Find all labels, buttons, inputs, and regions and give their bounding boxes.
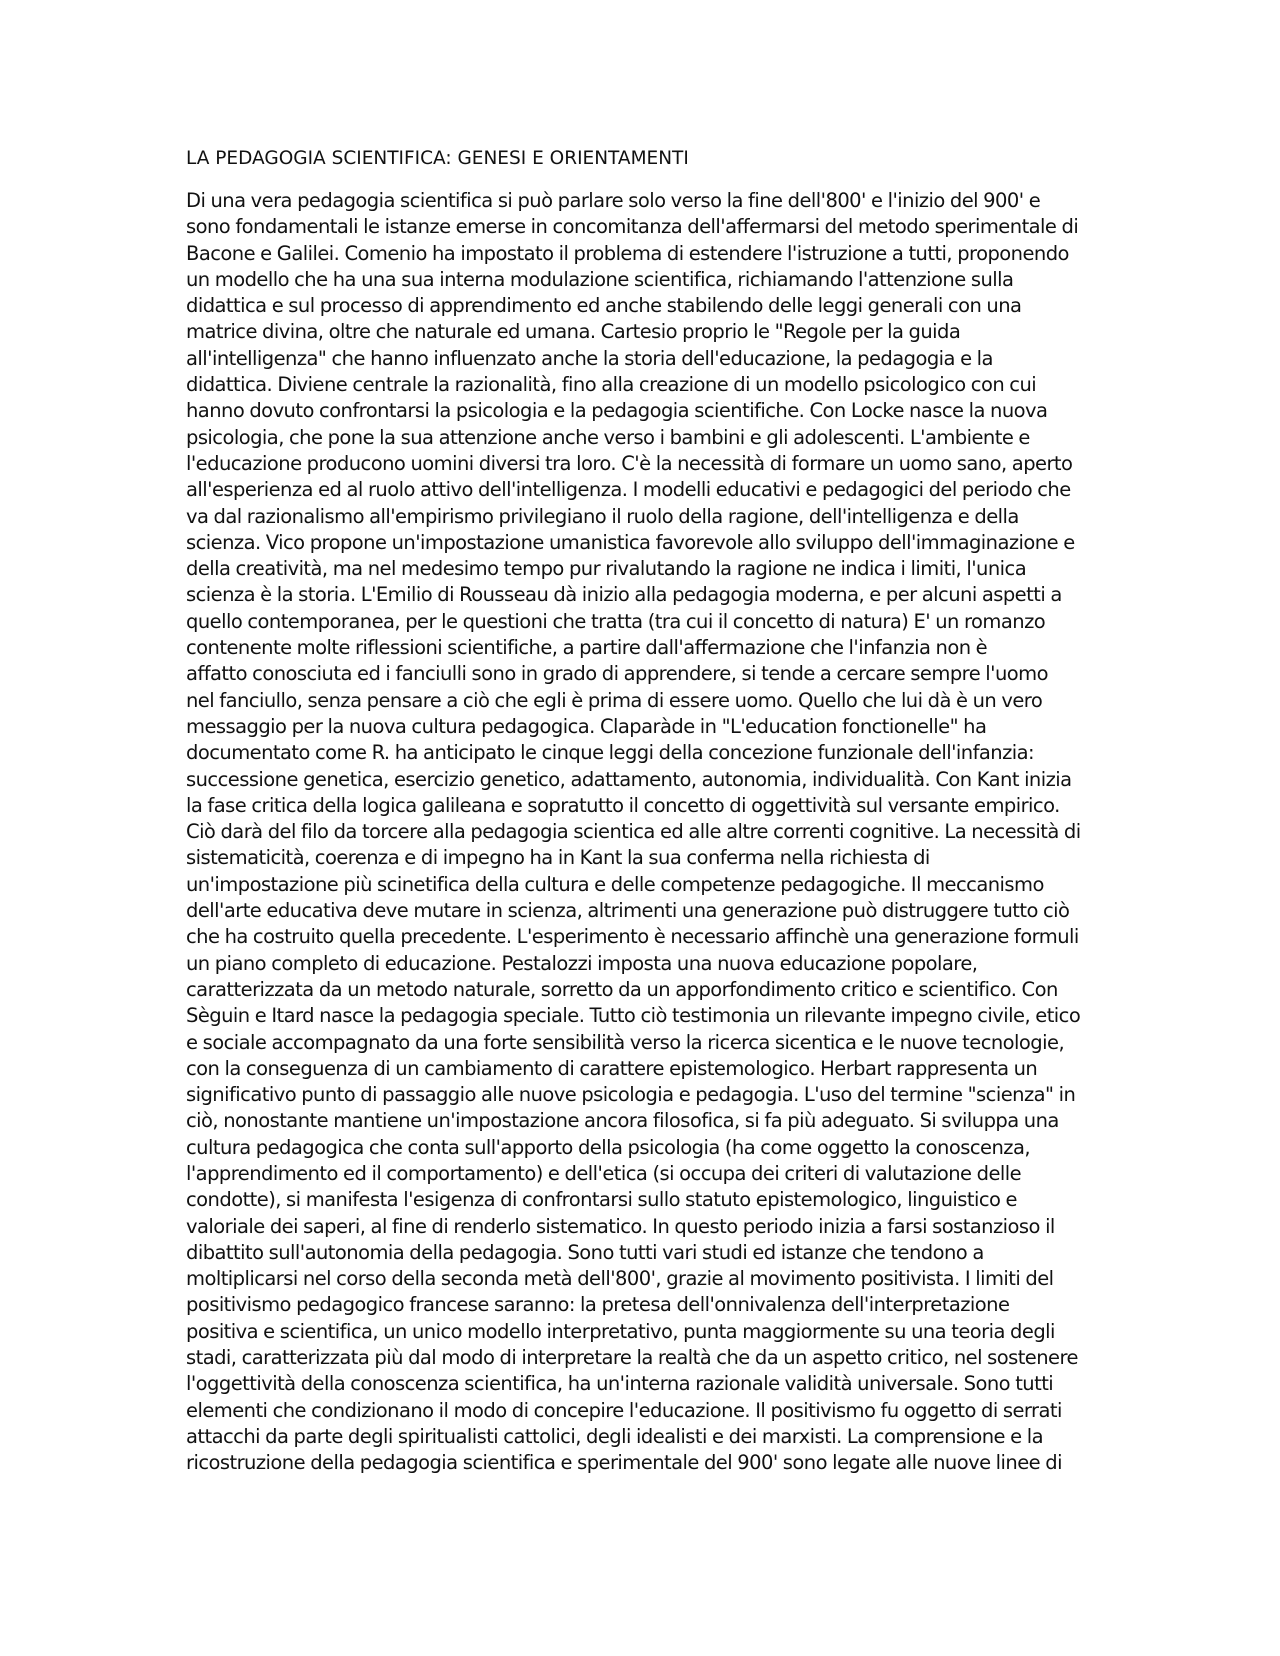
body-text-line: che ha costruito quella precedente. L'esperimento è necessario affinchè una generazione formuli — [186, 925, 1079, 949]
body-text-line: l'oggettività della conoscenza scientifica, ha un'interna razionale validità universale. Sono tutti — [186, 1372, 1054, 1396]
body-text-line: moltiplicarsi nel corso della seconda metà dell'800', grazie al movimento positivista. I limiti del — [186, 1267, 1054, 1291]
body-text-line: all'esperienza ed al ruolo attivo dell'intelligenza. I modelli educativi e pedagogici del periodo che — [186, 478, 1071, 502]
body-text-line: Di una vera pedagogia scientifica si può parlare solo verso la fine dell'800' e l'inizio del 900' e — [186, 189, 1041, 212]
body-text-line: dibattito sull'autonomia della pedagogia. Sono tutti vari studi ed istanze che tendono a — [186, 1240, 984, 1264]
body-text-line: Bacone e Galilei. Comenio ha impostato il problema di estendere l'istruzione a tutti, proponendo — [186, 241, 1069, 265]
body-text-line: significativo punto di passaggio alle nuove psicologia e pedagogia. L'uso del termine "scienza" in — [186, 1083, 1076, 1107]
body-text-line: dell'arte educativa deve mutare in scienza, altrimenti una generazione può distruggere tutto ciò — [186, 899, 1070, 923]
body-text-line: attacchi da parte degli spiritualisti cattolici, degli idealisti e dei marxisti. La comprensione e la — [186, 1424, 1044, 1448]
body-text-line: un'impostazione più scinetifica della cultura e delle competenze pedagogiche. Il meccanismo — [186, 872, 1044, 896]
body-text-line: all'intelligenza" che hanno influenzato anche la storia dell'educazione, la pedagogia e la — [186, 346, 993, 370]
body-text-line: psicologia, che pone la sua attenzione anche verso i bambini e gli adolescenti. L'ambiente e — [186, 425, 1030, 449]
body-text-line: e sociale accompagnato da una forte sensibilità verso la ricerca sicentica e le nuove tecnologie, — [186, 1030, 1065, 1054]
body-text-line: sistematicità, coerenza e di impegno ha in Kant la sua conferma nella richiesta di — [186, 846, 930, 870]
body-text-line: ciò, nonostante mantiene un'impostazione ancora filosofica, si fa più adeguato. Si sviluppa una — [186, 1109, 1059, 1133]
body-text-line: affatto conosciuta ed i fanciulli sono in grado di apprendere, si tende a cercare sempre l'uomo — [186, 662, 1048, 686]
body-text-line: sono fondamentali le istanze emerse in concomitanza dell'affermarsi del metodo sperimentale di — [186, 215, 1079, 239]
body-text-line: quello contemporanea, per le questioni che tratta (tra cui il concetto di natura) E' un romanzo — [186, 609, 1046, 633]
body-text-line: elementi che condizionano il modo di concepire l'educazione. Il positivismo fu oggetto di serrati — [186, 1398, 1062, 1422]
body-text-line: della creatività, ma nel medesimo tempo pur rivalutando la ragione ne indica i limiti, l'unica — [186, 557, 1027, 581]
body-text-line: successione genetica, esercizio genetico, adattamento, autonomia, individualità. Con Kant inizia — [186, 767, 1072, 791]
body-text-line: l'educazione producono uomini diversi tra loro. C'è la necessità di formare un uomo sano, aperto — [186, 451, 1073, 475]
body-text-line: condotte), si manifesta l'esigenza di confrontarsi sullo statuto epistemologico, linguistico e — [186, 1188, 1017, 1212]
body-text-line: con la conseguenza di un cambiamento di carattere epistemologico. Herbart rappresenta un — [186, 1056, 1038, 1080]
body-text-line: Sèguin e Itard nasce la pedagogia speciale. Tutto ciò testimonia un rilevante impegno civile, etico — [186, 1004, 1081, 1028]
body-text-line: caratterizzata da un metodo naturale, sorretto da un apporfondimento critico e scientifico. Con — [186, 977, 1058, 1001]
body-text-line: un piano completo di educazione. Pestalozzi imposta una nuova educazione popolare, — [186, 951, 978, 975]
body-text-line: ricostruzione della pedagogia scientifica e sperimentale del 900' sono legate alle nuove linee di — [186, 1451, 1062, 1475]
body-text-line: hanno dovuto confrontarsi la psicologia e la pedagogia scientifiche. Con Locke nasce la nuova — [186, 399, 1048, 423]
document-body — [186, 188, 1098, 1477]
body-text-line: positivismo pedagogico francese saranno: la pretesa dell'onnivalenza dell'interpretazione — [186, 1293, 1010, 1317]
document-content — [186, 146, 1098, 1477]
body-text-line: scienza. Vico propone un'impostazione umanistica favorevole allo sviluppo dell'immaginazione e — [186, 530, 1075, 554]
body-text-line: matrice divina, oltre che naturale ed umana. Cartesio proprio le "Regole per la guida — [186, 320, 961, 344]
body-text-line: messaggio per la nuova cultura pedagogica. Claparàde in "L'education fonctionelle" ha — [186, 714, 987, 738]
body-text-line: nel fanciullo, senza pensare a ciò che egli è prima di essere uomo. Quello che lui dà è un vero — [186, 688, 1043, 712]
document-title: LA PEDAGOGIA SCIENTIFICA: GENESI E ORIENTAMENTI — [186, 148, 689, 169]
body-text-line: didattica. Diviene centrale la razionalità, fino alla creazione di un modello psicologico con cui — [186, 373, 1037, 397]
body-text-line: valoriale dei saperi, al fine di renderlo sistematico. In questo periodo inizia a farsi sostanzioso il — [186, 1214, 1055, 1238]
body-text-line: stadi, caratterizzata più dal modo di interpretare la realtà che da un aspetto critico, nel sostenere — [186, 1346, 1078, 1370]
body-text-line: l'apprendimento ed il comportamento) e dell'etica (si occupa dei criteri di valutazione delle — [186, 1161, 1022, 1185]
body-text-line: va dal razionalismo all'empirismo privilegiano il ruolo della ragione, dell'intelligenza e della — [186, 504, 1019, 528]
body-text-line: Ciò darà del filo da torcere alla pedagogia scientica ed alle altre correnti cognitive. La necessità di — [186, 820, 1081, 844]
body-text-line: un modello che ha una sua interna modulazione scientifica, richiamando l'attenzione sulla — [186, 267, 1014, 291]
body-text-line: didattica e sul processo di apprendimento ed anche stabilendo delle leggi generali con una — [186, 294, 1022, 318]
body-text-line: positiva e scientifica, un unico modello interpretativo, punta maggiormente su una teoria degli — [186, 1319, 1055, 1343]
body-text-line: contenente molte riflessioni scientifiche, a partire dall'affermazione che l'infanzia non è — [186, 636, 988, 660]
body-text-line: la fase critica della logica galileana e sopratutto il concetto di oggettività sul versante empirico. — [186, 793, 1060, 817]
body-text-line: cultura pedagogica che conta sull'apporto della psicologia (ha come oggetto la conoscenza, — [186, 1135, 1031, 1159]
body-text-line: documentato come R. ha anticipato le cinque leggi della concezione funzionale dell'infanzia: — [186, 741, 1035, 765]
body-text-line: scienza è la storia. L'Emilio di Rousseau dà inizio alla pedagogia moderna, e per alcuni aspetti a — [186, 583, 1062, 607]
